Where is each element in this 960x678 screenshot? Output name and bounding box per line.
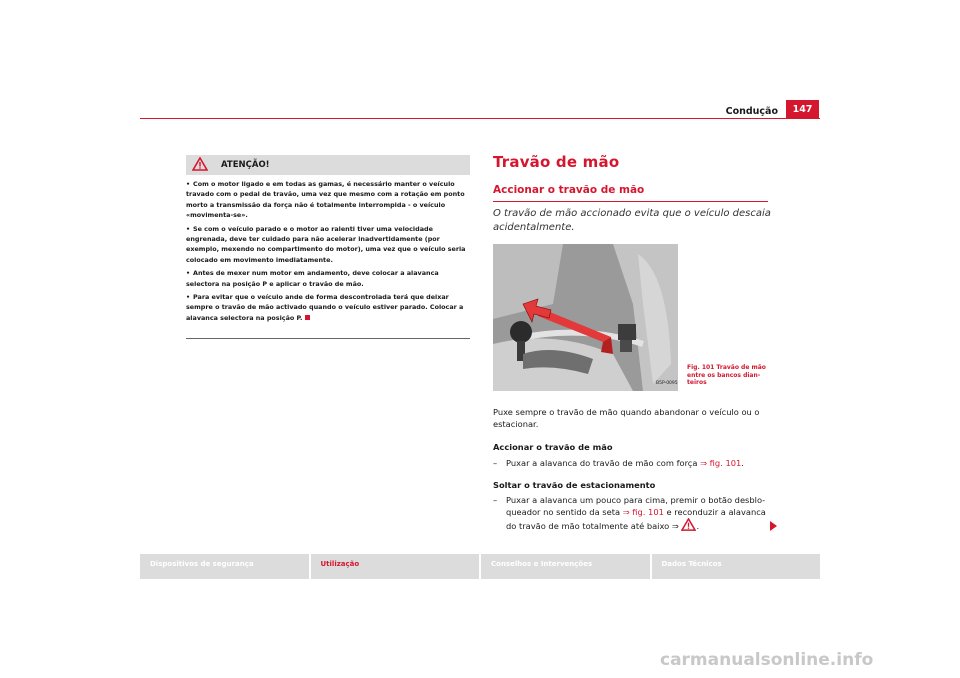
figure-link[interactable]: ⇒ fig. 101 [622, 507, 664, 517]
subtitle-divider [493, 201, 768, 202]
warning-item: • Antes de mexer num motor em andamento, deve colocar a alavanca selectora na posição P e aplicar o travão de mão. [186, 269, 439, 288]
section-subtitle: Accionar o travão de mão [493, 184, 645, 196]
warning-box [186, 155, 470, 339]
tab-dados-tecnicos[interactable]: Dados Técnicos [652, 554, 821, 579]
section-title: Travão de mão [493, 153, 620, 171]
section-intro: O travão de mão accionado evita que o veículo descaia acidentalmente. [493, 208, 771, 233]
warning-triangle-icon [192, 157, 208, 171]
end-mark-icon [305, 315, 310, 320]
warning-item: • Com o motor ligado e em todas as gamas, é necessário manter o veículo travado com o pedal de travão, uma vez que mesmo com a rotação em ponto morto a transmissão da força não é totalmente interrompida - o veículo «movimenta-se». [186, 180, 465, 220]
release-heading: Soltar o travão de estacionamento [493, 480, 656, 490]
warning-triangle-icon[interactable] [681, 518, 696, 531]
bullet-icon: • [186, 180, 191, 188]
bullet-icon: • [186, 269, 191, 278]
bullet-icon: • [186, 224, 191, 233]
release-step: – Puxar a alavanca um pouco para cima, premir o botão desblo-queador no sentido da seta ⇒ fig. 101 e reconduzir a alavanca do travão de mão totalmente até baixo ⇒ . [493, 495, 766, 531]
engage-step: – Puxar a alavanca do travão de mão com força ⇒ fig. 101. [493, 458, 744, 468]
page-header-title: Condução [725, 106, 778, 117]
warning-body [186, 175, 470, 323]
warning-title: ATENÇÃO! [221, 160, 270, 170]
next-page-arrow-icon[interactable] [770, 521, 777, 531]
bullet-icon: • [186, 293, 191, 302]
header-divider [140, 118, 820, 119]
handbrake-illustration [493, 244, 678, 391]
figure-link[interactable]: ⇒ fig. 101 [700, 458, 742, 468]
tab-conselhos-intervencoes[interactable]: Conselhos e Intervenções [481, 554, 650, 579]
watermark: carmanualsonline.info [660, 650, 874, 670]
tab-dispositivos-seguranca[interactable]: Dispositivos de segurança [140, 554, 309, 579]
warning-item: • Para evitar que o veículo ande de forma descontrolada terá que deixar sempre o travão de mão activado quando o veículo estiver parado. Colocar a alavanca selectora na posição P. [186, 293, 464, 322]
figure-caption: Fig. 101 Travão de mão entre os bancos dian-teiros [687, 364, 766, 386]
engage-heading: Accionar o travão de mão [493, 442, 613, 452]
footer-nav [140, 554, 820, 579]
page-number: 147 [786, 100, 819, 119]
body-paragraph: Puxe sempre o travão de mão quando abandonar o veículo ou o estacionar. [493, 407, 760, 429]
warning-header [186, 155, 470, 175]
handbrake-figure [493, 244, 678, 391]
figure-code: B5P-0095 [656, 381, 678, 386]
warning-item: • Se com o veículo parado e o motor ao ralenti tiver uma velocidade engrenada, deve ter cuidado para não acelerar inadvertidamente (por exemplo, mexendo no compartimento do motor), uma vez que o veículo seria colocado em movimento imediatamente. [186, 224, 466, 264]
tab-utilizacao[interactable]: Utilização [311, 554, 480, 579]
